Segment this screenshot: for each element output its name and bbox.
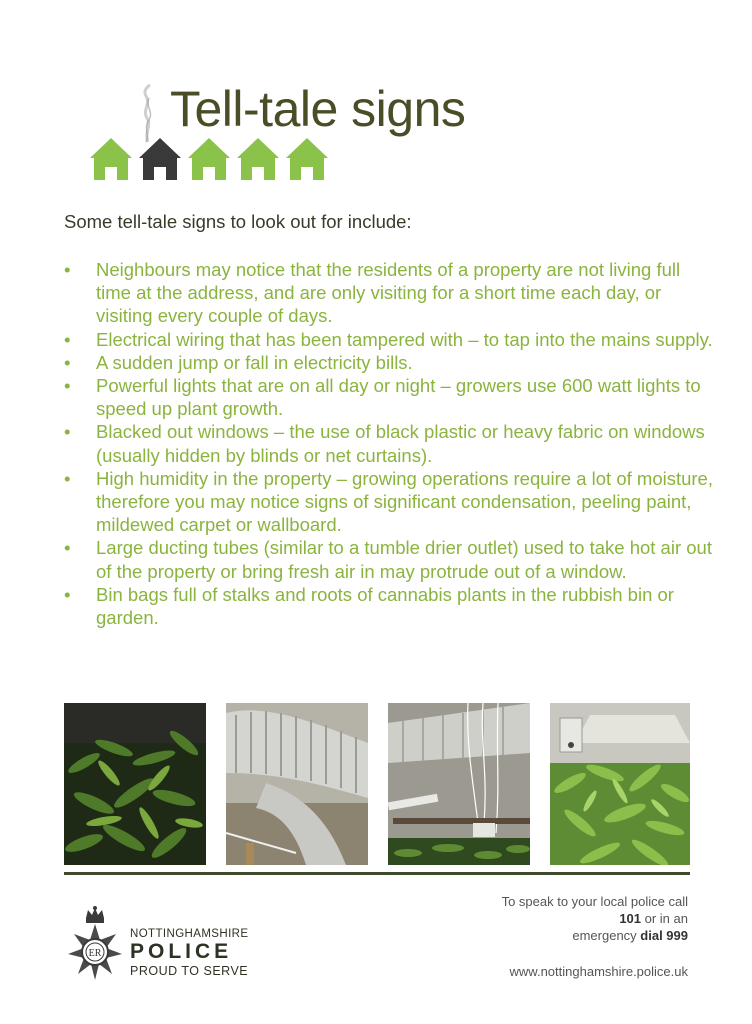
sign-item: • A sudden jump or fall in electricity bills. (64, 351, 714, 374)
sign-item: • High humidity in the property – growing operations require a lot of moisture, therefore you may notice signs of significant condensation, peeling paint, mildewed carpet or wallboard. (64, 467, 714, 537)
sign-item: • Electrical wiring that has been tampered with – to tap into the mains supply. (64, 328, 714, 351)
sign-item: • Powerful lights that are on all day or night – growers use 600 watt lights to speed up plant growth. (64, 374, 714, 420)
contact-line-1: To speak to your local police call (501, 894, 688, 909)
website-link[interactable]: www.nottinghamshire.police.uk (509, 964, 688, 979)
grow-room-lights-photo (388, 703, 530, 865)
houses-icon-row (90, 136, 340, 180)
footer-divider (64, 872, 690, 875)
house-icon (237, 138, 279, 180)
contact-number: 101 (619, 911, 642, 926)
house-icon (90, 138, 132, 180)
sign-item: • Large ducting tubes (similar to a tumble drier outlet) used to take hot air out of the property or bring fresh air in may protrude out of a window. (64, 536, 714, 582)
cannabis-plants-photo (64, 703, 206, 865)
contact-line-2: or in an (641, 911, 688, 926)
house-icon-dark (139, 138, 181, 180)
logo-line-3: PROUD TO SERVE (130, 964, 249, 978)
sign-item: • Neighbours may notice that the residents of a property are not living full time at the address, and are only visiting for a short time each day, or visiting every couple of days. (64, 258, 714, 328)
sign-item: • Bin bags full of stalks and roots of cannabis plants in the rubbish bin or garden. (64, 583, 714, 629)
intro-text: Some tell-tale signs to look out for include: (64, 211, 412, 232)
sign-item: • Blacked out windows – the use of black plastic or heavy fabric on windows (usually hidden by blinds or net curtains). (64, 420, 714, 466)
crest-monogram: ER (88, 948, 102, 959)
grow-lamp-plants-photo (550, 703, 690, 865)
logo-line-1: NOTTINGHAMSHIRE (130, 928, 249, 940)
house-icon (286, 138, 328, 180)
smoke-icon (132, 84, 162, 144)
logo-line-2: POLICE (130, 940, 233, 963)
contact-line-3: emergency (572, 928, 641, 943)
contact-info (502, 893, 688, 944)
police-logo-text (130, 928, 248, 978)
emergency-number: dial 999 (640, 928, 688, 943)
signs-list (64, 258, 714, 629)
ducting-tubes-photo (226, 703, 368, 865)
page-title: Tell-tale signs (170, 81, 466, 137)
police-crest-icon (64, 906, 126, 982)
house-icon (188, 138, 230, 180)
photo-strip (64, 703, 690, 865)
